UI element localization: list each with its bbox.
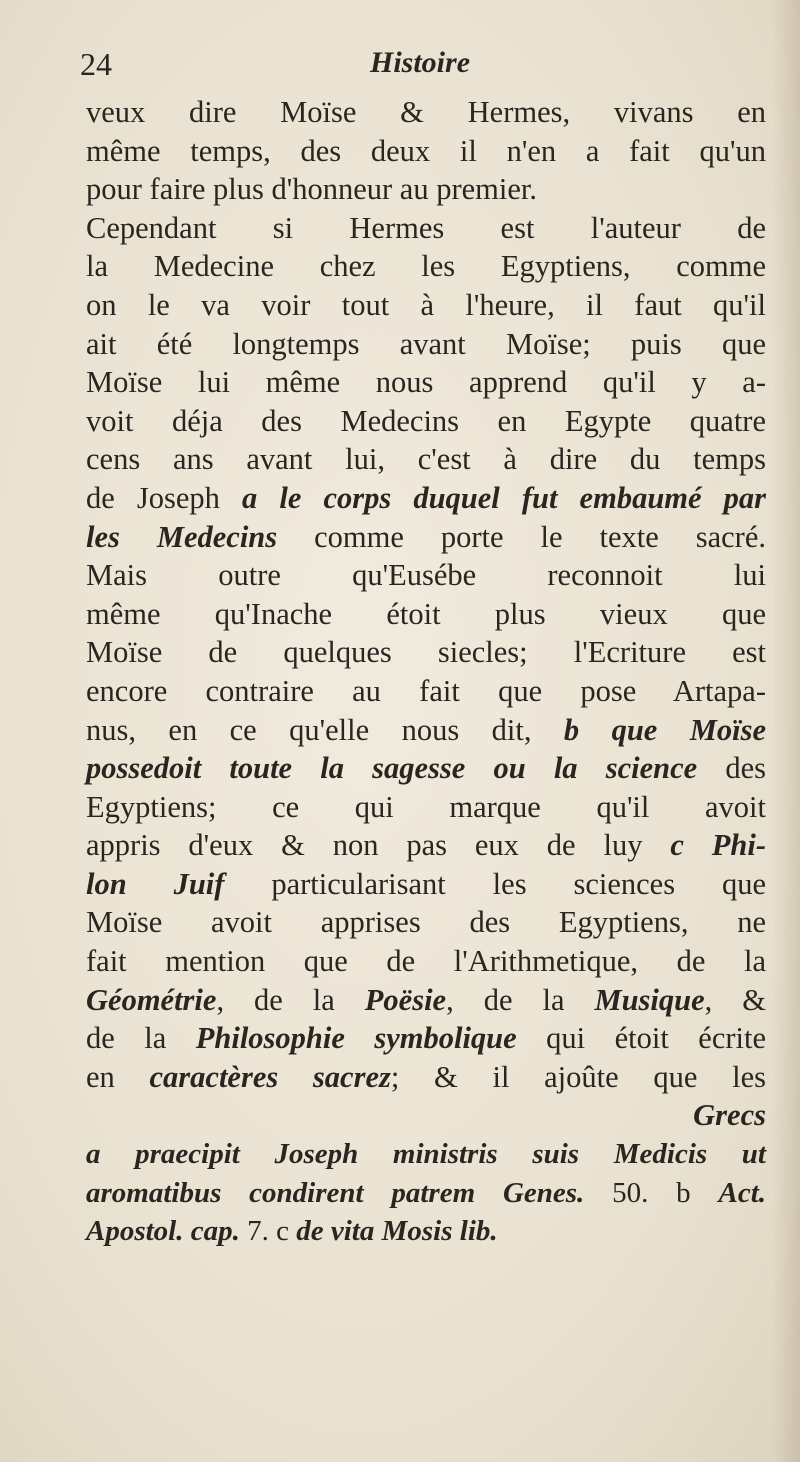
roman-text: même qu'Inache étoit plus vieux que [86,596,766,631]
footnote-line [86,1174,766,1213]
italic-text: b que Moïse [563,712,766,747]
roman-text: 50. b [584,1176,719,1209]
page-edge-shadow [772,0,800,1462]
italic-text: Apostol. cap. [86,1215,240,1248]
text-line [86,711,766,750]
text-line [86,672,766,711]
roman-text: , de la [446,982,595,1017]
roman-text: qui étoit écrite [516,1021,766,1056]
text-line [86,981,766,1020]
text-line [86,402,766,441]
roman-text: la Medecine chez les Egyptiens, comme [86,249,766,284]
italic-text: Act. [718,1176,767,1209]
page-header [80,46,760,88]
footnote-line [86,1212,766,1251]
italic-text: Poësie [364,982,447,1017]
italic-text: de vita Mosis lib. [296,1215,498,1248]
text-line [86,595,766,634]
footnotes [86,1135,766,1251]
roman-text: même temps, des deux il n'en a fait qu'un [86,133,766,168]
text-line [86,247,766,286]
italic-text: c Phi- [670,828,767,863]
text-line [86,788,766,827]
roman-text: on le va voir tout à l'heure, il faut qu'il [86,287,766,322]
roman-text: nus, en ce qu'elle nous dit, [86,712,564,747]
text-line [86,826,766,865]
italic-text: les Medecins [86,519,278,554]
text-line [86,286,766,325]
roman-text: particularisant les sciences que [224,866,767,901]
text-line [86,633,766,672]
text-line [86,556,766,595]
roman-text: voit déja des Medecins en Egypte quatre [86,403,766,438]
roman-text: ait été longtemps avant Moïse; puis que [86,326,766,361]
roman-text: ; & il ajoûte que les [390,1059,766,1094]
text-line [86,1096,766,1135]
roman-text: de Joseph [86,480,243,515]
text-line [86,1058,766,1097]
footnote-line [86,1135,766,1174]
roman-text: des [697,751,766,786]
roman-text: comme porte le texte sacré. [277,519,766,554]
roman-text: Moïse de quelques siecles; l'Ecriture est [86,635,766,670]
roman-text: 7. c [239,1215,297,1248]
text-line [86,363,766,402]
running-title: Histoire [370,46,471,79]
body-text [86,93,766,1251]
roman-text: Mais outre qu'Eusébe reconnoit lui [86,558,766,593]
italic-text: aromatibus condirent patrem Genes. [86,1176,585,1209]
italic-text: a le corps duquel fut embaumé par [242,480,766,515]
roman-text: Egyptiens; ce qui marque qu'il avoit [86,789,766,824]
roman-text: Moïse avoit apprises des Egyptiens, ne [86,905,766,940]
roman-text: Moïse lui même nous apprend qu'il y a- [86,365,766,400]
roman-text: cens ans avant lui, c'est à dire du temps [86,442,766,477]
text-line [86,325,766,364]
text-line [86,749,766,788]
roman-text: en [86,1059,150,1094]
italic-text: Grecs [693,1098,766,1133]
italic-text: Géométrie [86,982,217,1017]
roman-text: veux dire Moïse & Hermes, vivans en [86,95,766,129]
text-line [86,209,766,248]
roman-text: Cependant si Hermes est l'auteur de [86,210,766,245]
text-line [86,1019,766,1058]
text-line [86,942,766,981]
text-line [86,903,766,942]
page-number: 24 [80,46,112,82]
text-line [86,170,766,209]
text-line [86,93,766,132]
roman-text: , & [704,982,766,1017]
text-line [86,132,766,171]
roman-text: pour faire plus d'honneur au premier. [86,172,537,207]
roman-text: fait mention que de l'Arithmetique, de la [86,944,766,979]
text-line [86,518,766,557]
italic-text: possedoit toute la sagesse ou la science [86,751,698,786]
italic-text: lon Juif [86,866,225,901]
italic-text: Musique [594,982,705,1017]
text-line [86,440,766,479]
italic-text: Philosophie symbolique [195,1021,517,1056]
text-line [86,479,766,518]
italic-text: caractères sacrez [149,1059,391,1094]
body-lines [86,93,766,1135]
roman-text: de la [86,1021,196,1056]
roman-text: appris d'eux & non pas eux de luy [86,828,671,863]
italic-text: a praecipit Joseph ministris suis Medicis ut [86,1138,766,1171]
roman-text: encore contraire au fait que pose Artapa- [86,673,766,708]
text-line [86,865,766,904]
roman-text: , de la [216,982,365,1017]
